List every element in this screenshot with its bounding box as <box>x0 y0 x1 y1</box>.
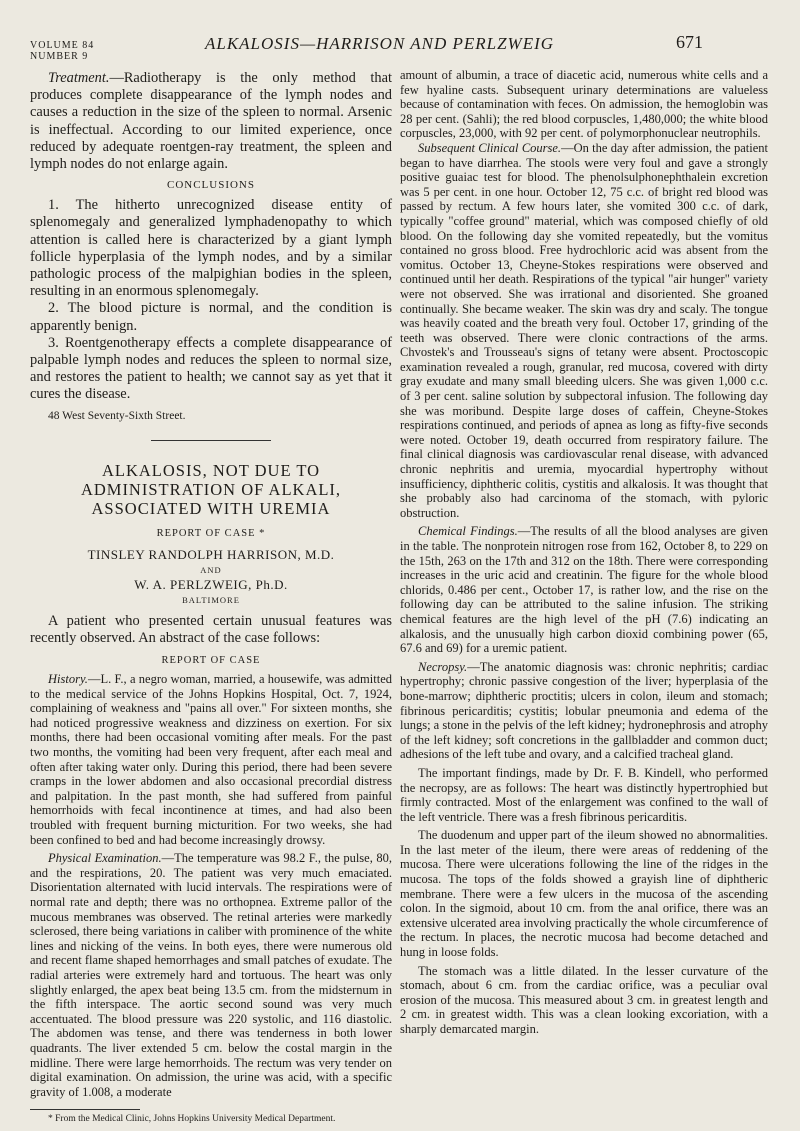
chemical-findings-text: —The results of all the blood analyses are given in the table. The nonprotein nitrogen rose from 162, October 8, to 229 on the 15th, 263 on the 17th and 312 on the 18th. There were corresponding increases in the uric acid and creatinin. The figure for the whole blood chlorids, 0.486 per cent., October 17, is rather low, and the rise on the following day can be attributed to the saline infusion. The striking chemical features are the high level of the pH (7.6) indicating an alkalosis, and the unusually high carbon dioxid combining power (65, 67.6 and 69) for a uremic patient. <box>400 524 768 656</box>
duodenum-paragraph: The duodenum and upper part of the ileum showed no abnormalities. In the last meter of the ileum, there were areas of reddening of the mucosa. There were ulcerations following the line of the ridges in the mucosa. The tops of the folds showed a grayish line of diphtheric membrane. There were a few ulcers in the mucosa of the ascending colon. In the sigmoid, about 10 cm. from the anal orifice, there was an extensive ulcerated area involving practically the whole circumference of the rectum. In places, the necrotic mucosa had become detached and hung in loose folds. <box>400 828 768 960</box>
section-divider <box>151 440 271 441</box>
physical-exam-paragraph <box>30 851 392 1099</box>
treatment-paragraph <box>30 70 392 173</box>
author-1: TINSLEY RANDOLPH HARRISON, M.D. <box>87 546 335 562</box>
report-heading: REPORT OF CASE <box>161 655 261 667</box>
number-label: NUMBER 9 <box>30 51 89 62</box>
history-text: —L. F., a negro woman, married, a housewife, was admitted to the medical service of the Johns Hopkins Hospital, Oct. 7, 1924, complaining of weakness and "pains all over." For sixteen months, she had noticed progressive weakness and dizziness on exertion. For six months, there had been occasional vomiting after meals. For the past two months, the vomiting had been very frequent, after each meal and often after taking water only. During this period, there had been severe cramps in the lower abdomen and also occasional precordial distress and palpitation. In the past month, she had suffered from painful hemorrhoids with fecal incontinence at times, and had also been troubled with frequent burning micturition. For two weeks, she had been confined to bed and had become increasingly drowsy. <box>30 672 392 847</box>
continuation-paragraph: amount of albumin, a trace of diacetic acid, numerous white cells and a few hyaline casts. Subsequent urinary determinations are valueless because of contamination with feces. On admission, the hemoglobin was 28 per cent. (Sahli); the red blood corpuscles, 1,480,000; the white blood corpuscles, 23,000, with 92 per cent. of polymorphonuclear neutrophils. <box>400 68 768 141</box>
page-number: 671 <box>676 32 703 52</box>
conclusion-2: 2. The blood picture is normal, and the condition is apparently benign. <box>30 300 392 334</box>
report-of-case-subtitle: REPORT OF CASE * <box>156 527 266 539</box>
physical-exam-lead: Physical Examination. <box>48 851 162 866</box>
course-lead: Subsequent Clinical Course. <box>418 140 562 155</box>
volume-number <box>30 40 94 62</box>
treatment-lead: Treatment. <box>48 70 110 86</box>
chemical-findings-paragraph <box>400 524 768 655</box>
right-column <box>400 68 768 1037</box>
conclusion-1: 1. The hitherto unrecognized disease entity of splenomegaly and generalized lymphadenopathy to which attention is called here is characterized by a giant lymph follicle hyperplasia of the lymph nodes, and by a similar pathologic process of the malpighian bodies in the spleen, resulting in an enormous splenomegaly. <box>30 197 392 300</box>
footnote: * From the Medical Clinic, Johns Hopkins University Medical Department. <box>48 1114 336 1125</box>
left-column <box>30 70 392 1125</box>
and-label: AND <box>200 564 222 575</box>
findings-paragraph: The important findings, made by Dr. F. B. Kindell, who performed the necropsy, are as follows: The heart was distinctly hypertrophied but firmly contracted. Most of the enlargement was confined to the wall of the left ventricle. There was a fresh fibrinous pericarditis. <box>400 765 768 824</box>
necropsy-paragraph <box>400 660 768 762</box>
author-address: 48 West Seventy-Sixth Street. <box>48 409 186 422</box>
conclusions-heading: CONCLUSIONS <box>166 179 255 192</box>
running-title: ALKALOSIS—HARRISON AND PERLZWEIG <box>205 34 555 53</box>
course-paragraph <box>400 141 768 520</box>
history-paragraph <box>30 672 392 847</box>
article-title: ALKALOSIS, NOT DUE TO ADMINISTRATION OF ALKALI, ASSOCIATED WITH UREMIA <box>80 460 342 518</box>
chemical-findings-lead: Chemical Findings. <box>418 524 518 539</box>
author-2: W. A. PERLZWEIG, Ph.D. <box>134 576 288 592</box>
intro-paragraph: A patient who presented certain unusual features was recently observed. An abstract of the case follows: <box>30 612 392 646</box>
stomach-paragraph: The stomach was a little dilated. In the lesser curvature of the stomach, about 6 cm. from the cardiac orifice, was a peculiar oval erosion of the mucosa. This measured about 3 cm. in greatest length and 2 cm. in greatest width. This was a clean looking excoriation, with a sharply demarcated margin. <box>400 963 768 1036</box>
volume-label: VOLUME 84 <box>30 40 95 51</box>
treatment-text: —Radiotherapy is the only method that produces complete disappearance of the lymph nodes and causes a reduction in the size of the spleen to normal. Arsenic is ineffectual. According to our limited experience, once reduced by adequate roentgen-ray treatment, the spleen and lymph nodes do not enlarge again. <box>30 70 392 173</box>
physical-exam-text: —The temperature was 98.2 F., the pulse, 80, and the respirations, 20. The patient was very much emaciated. Disorientation alternated with lucid intervals. The respirations were of normal rate and depth; there was no orthopnea. Extreme pallor of the mucous membranes was observed. The retinal arteries were markedly sclerosed, there being variations in caliber with prominence of the white lines and nicking of the veins. In both eyes, there were numerous old and recent flame shaped hemorrhages and small patches of exudate. The radial arteries were extremely hard and tortuous. The heart was only slightly enlarged, the apex beat being 13.5 cm. from the midsternum in the fifth interspace. The aortic second sound was very much accentuated. The blood pressure was 220 systolic, and 116 diastolic. The abdomen was tense, and there was tenderness in both lower quadrants. The liver extended 5 cm. below the costal margin in the midline. There were large hemorrhoids. The rectum was very tender on digital examination. On admission, the urine was acid, with a specific gravity of 1.008, a moderate <box>30 851 393 1099</box>
location: BALTIMORE <box>182 594 240 605</box>
necropsy-lead: Necropsy. <box>418 659 468 674</box>
history-lead: History. <box>48 672 88 687</box>
necropsy-text: —The anatomic diagnosis was: chronic nephritis; cardiac hypertrophy; chronic passive congestion of the liver; hyperplasia of the bone-marrow; diphtheric proctitis; ulcers in colon, ileum and stomach; fibrinous pericarditis; cystitis; lobular pneumonia and edema of the lungs; a stone in the pelvis of the left kidney; hydronephrosis and atrophy of the left kidney; soft concretions in the gallbladder and common duct; adhesions of the left tube and ovary, and a calcified tracheal gland. <box>400 659 768 762</box>
course-text: —On the day after admission, the patient began to have diarrhea. The stools were very foul and gave a strongly positive guaiac test for blood. The phenolsulphonephthalein excretion was 5 per cent. in one hour. October 12, 75 c.c. of bright red blood was passed by rectum. A few hours later, she vomited 300 c.c. of dark, typically "coffee ground" material, which was composed chiefly of old blood. On the following day she vomited repeatedly, but the vomitus contained no gross blood. Free hydrochloric acid was absent from the vomitus. October 13, Cheyne-Stokes respirations were observed and continued until her death. Respirations of the typical "air hunger" variety were not observed. She was irrational and disoriented. She groaned continually. She became weaker. The skin was dry and scaly. The tongue was heavily coated and the breath very foul. October 17, grinding of the teeth was observed. There were clonic contractions of the arms. Chvostek's and Trousseau's signs of tetany were absent. Proctoscopic examination revealed a rough, granular, red mucosa, covered with dirty gray exudate and many small bleeding ulcers. She was given 1,000 c.c. of 3 per cent. saline solution by subpectoral infusion. The following day she was moribund. Despite large doses of caffein, Cheyne-Stokes respirations continued, and periods of apnea as long as fifty-five seconds were noted. October 19, death occurred from respiratory failure. The final clinical diagnosis was cardiovascular renal disease, with advanced chronic nephritis and uremia, myocardial hypertrophy without insufficiency, diphtheric colitis, cystitis and alkalosis. It was thought that she probably also had carcinoma of the stomach, with pyloric obstruction. <box>400 140 768 520</box>
footnote-divider <box>30 1109 140 1110</box>
conclusion-3: 3. Roentgenotherapy effects a complete disappearance of palpable lymph nodes and reduces the spleen to normal size, and restores the patient to health; we cannot say as yet that it cures the disease. <box>30 334 392 403</box>
